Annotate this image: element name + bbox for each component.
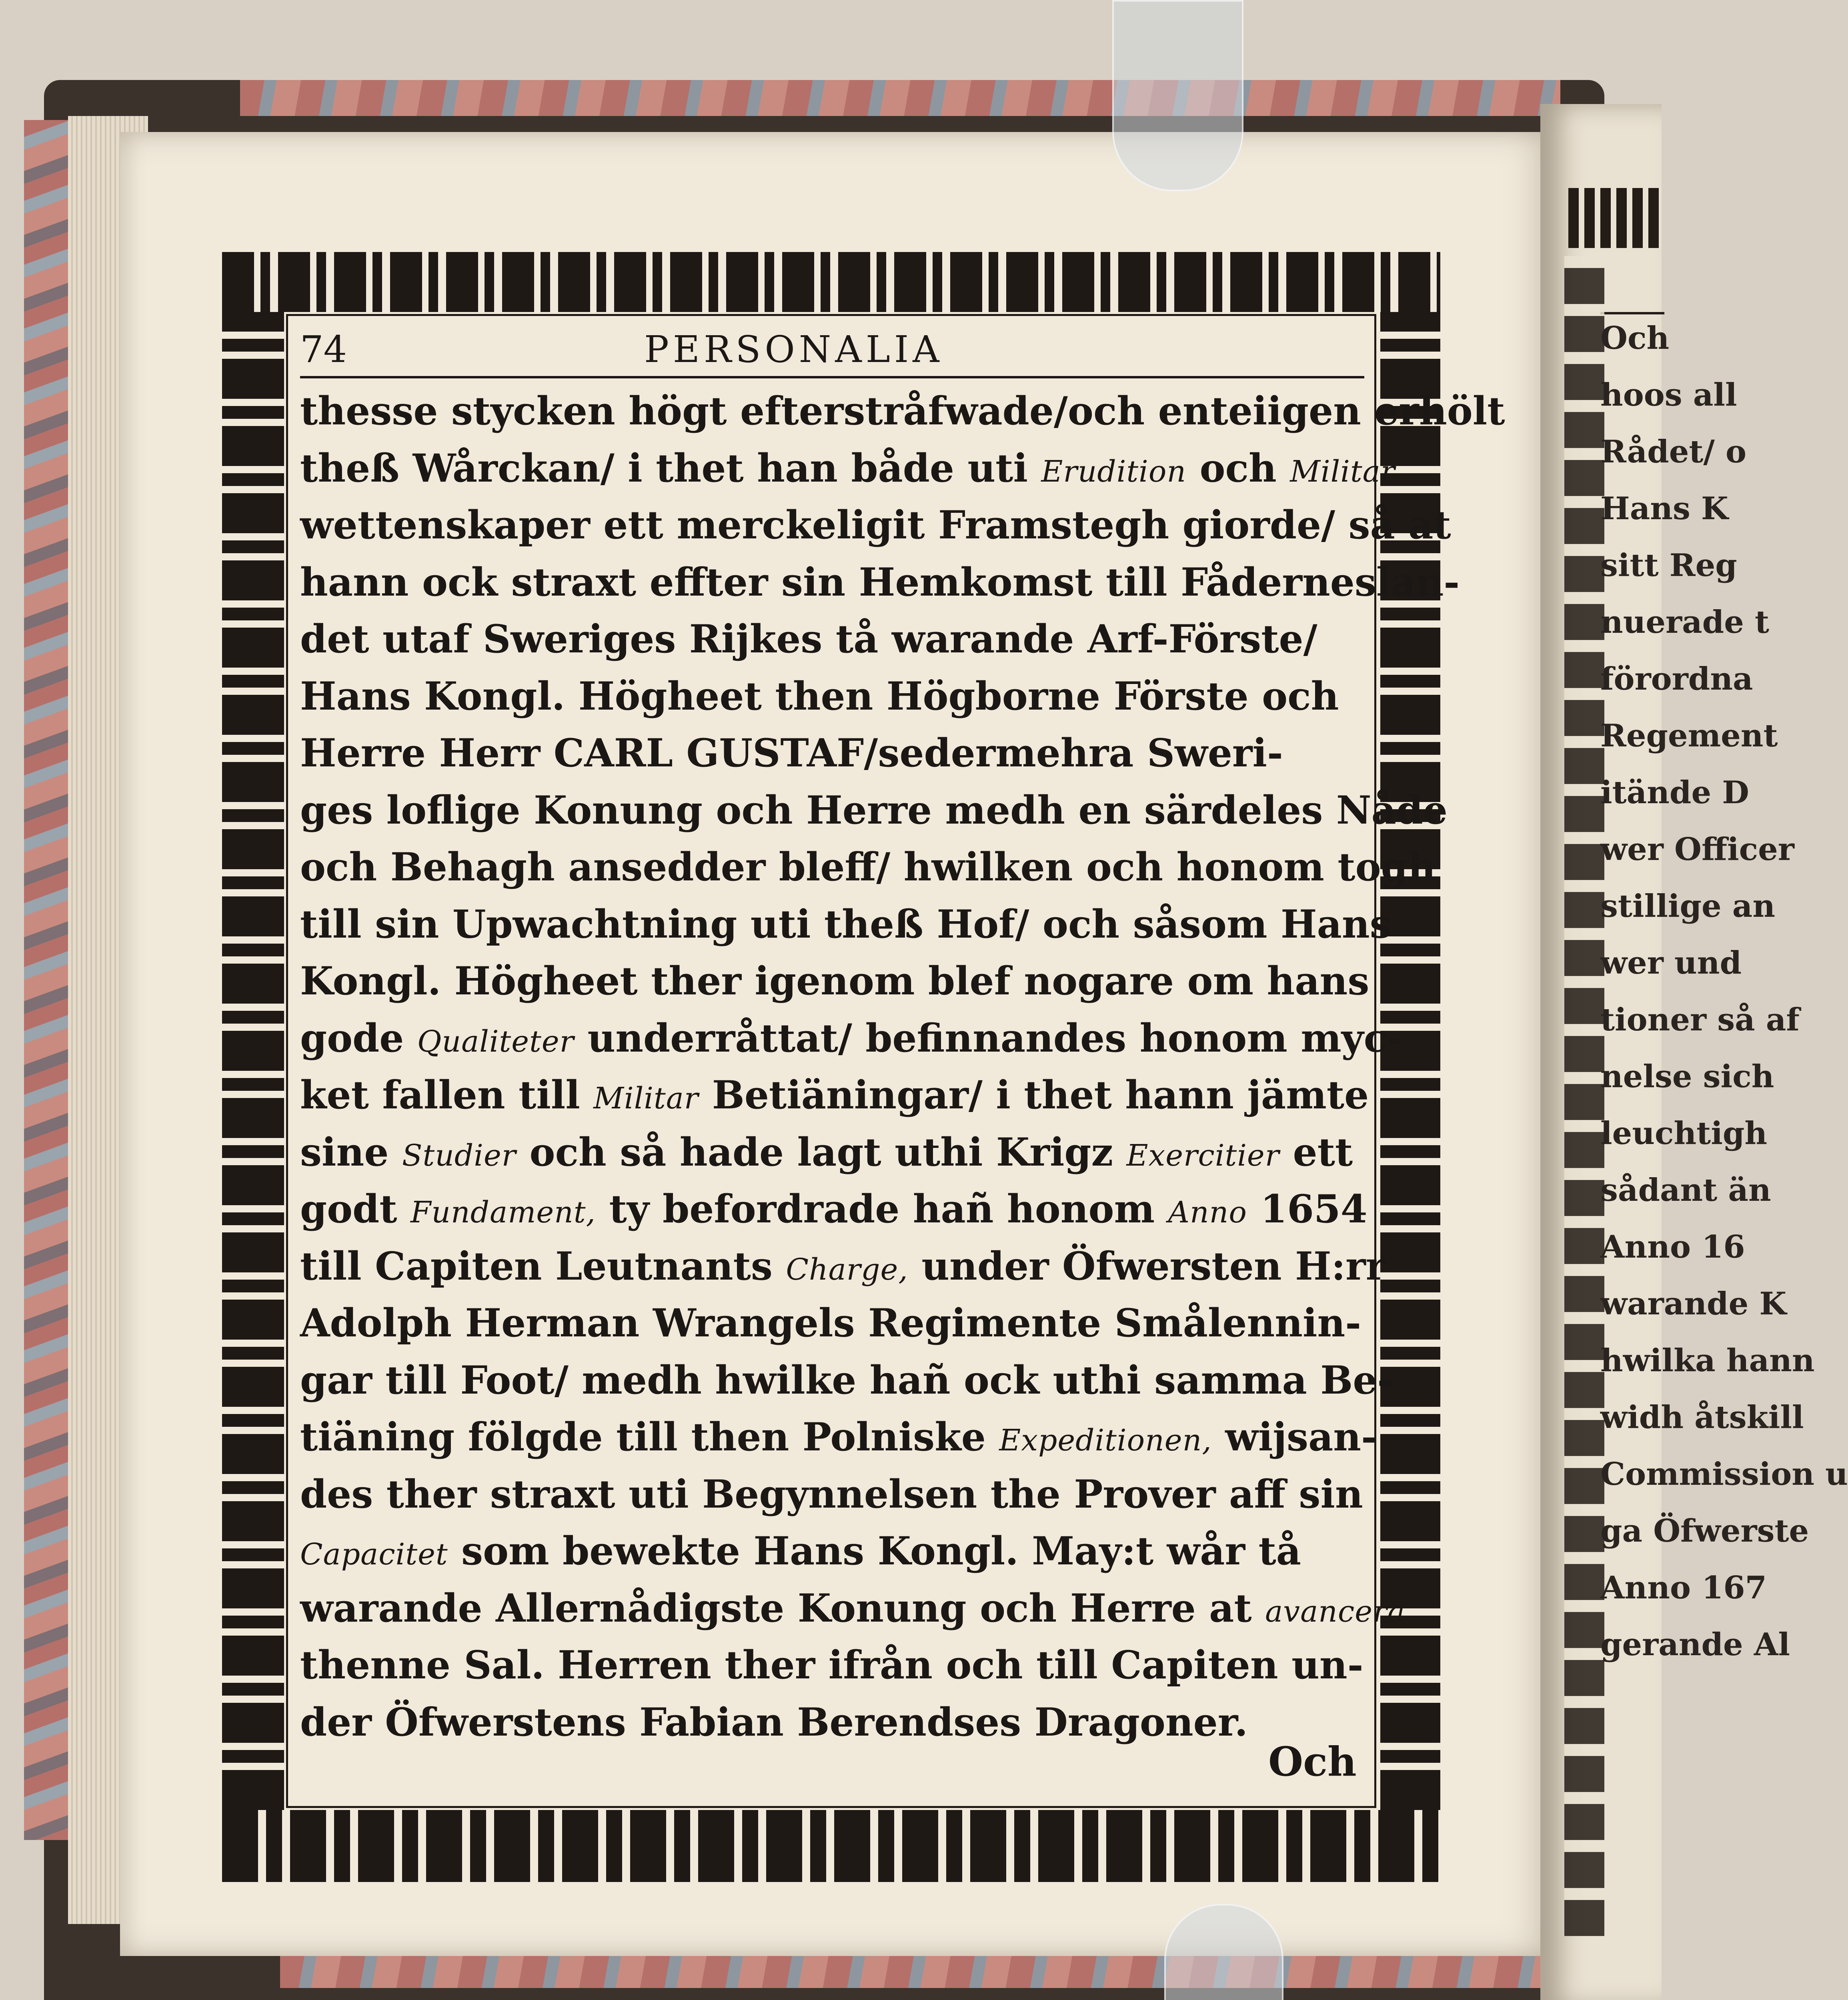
text-run: 1654 bbox=[1247, 1186, 1367, 1232]
text-line bbox=[300, 675, 1339, 718]
text-run: hann ock straxt effter sin Hemkomst till Fåderneslan- bbox=[300, 559, 1460, 605]
latin-term: Erudition bbox=[1041, 454, 1187, 489]
text-line bbox=[300, 1701, 1248, 1744]
text-run: Kongl. Högheet ther igenom blef nogare om hans bbox=[300, 958, 1369, 1004]
text-run: wijsan- bbox=[1211, 1414, 1377, 1460]
latin-term: Expeditionen, bbox=[999, 1423, 1212, 1458]
latin-term: Studier bbox=[402, 1138, 517, 1173]
text-line bbox=[300, 1131, 1353, 1177]
latin-term: Militar bbox=[593, 1081, 699, 1116]
next-page bbox=[1540, 104, 1848, 2000]
next-page-line: leuchtigh bbox=[1600, 1115, 1768, 1152]
text-run: gode bbox=[300, 1015, 417, 1061]
next-page-line: wer und bbox=[1600, 945, 1742, 981]
running-head: PERSONALIA bbox=[644, 328, 943, 371]
next-page-rule bbox=[1600, 312, 1664, 314]
text-run: theß Wårckan/ i thet han både uti bbox=[300, 445, 1041, 491]
next-page-line: stillige an bbox=[1600, 888, 1776, 924]
text-run: der Öfwerstens Fabian Berendses Dragoner. bbox=[300, 1699, 1248, 1745]
next-page-line: Och bbox=[1600, 320, 1670, 356]
text-run: under Öfwersten H:rr bbox=[908, 1243, 1386, 1289]
text-run: och bbox=[1186, 445, 1290, 491]
latin-term: Anno bbox=[1168, 1195, 1247, 1230]
text-line bbox=[300, 1302, 1361, 1344]
text-run: warande Allernådigste Konung och Herre at bbox=[300, 1585, 1265, 1631]
text-run: till Capiten Leutnants bbox=[300, 1243, 786, 1289]
text-line bbox=[300, 1074, 1369, 1120]
text-run: ett bbox=[1279, 1129, 1353, 1175]
marbled-top-strip bbox=[240, 80, 1560, 116]
next-page-line: Anno 16 bbox=[1600, 1229, 1745, 1265]
ornament-border-top bbox=[222, 252, 1440, 312]
marbled-bottom-strip bbox=[280, 1956, 1560, 1988]
text-run: thesse stycken högt efterstråfwade/och enteiigen erhölt bbox=[300, 388, 1505, 434]
latin-term: Capacitet bbox=[300, 1537, 448, 1572]
next-page-line: Commission u bbox=[1600, 1456, 1848, 1492]
next-page-line: sitt Reg bbox=[1600, 547, 1737, 584]
text-line bbox=[300, 903, 1392, 946]
next-page-line: nelse sich bbox=[1600, 1058, 1774, 1095]
text-run: Adolph Herman Wrangels Regimente Smålennin- bbox=[300, 1300, 1361, 1346]
latin-term: Fundament, bbox=[410, 1195, 596, 1230]
next-page-line: tioner så af bbox=[1600, 1002, 1800, 1038]
latin-term: Qualiteter bbox=[417, 1024, 574, 1059]
ornament-border-bottom bbox=[222, 1810, 1440, 1882]
text-run: thenne Sal. Herren ther ifrån och till Capiten un- bbox=[300, 1642, 1363, 1688]
text-run: som bewekte Hans Kongl. May:t wår tå bbox=[448, 1528, 1301, 1574]
text-run: des ther straxt uti Begynnelsen the Prover aff sin bbox=[300, 1471, 1363, 1517]
ornament-border-left bbox=[222, 312, 284, 1810]
text-run: wettenskaper ett merckeligit Framstegh giorde/ så at bbox=[300, 502, 1451, 548]
latin-term: avancera bbox=[1265, 1594, 1406, 1629]
body-text bbox=[300, 388, 1505, 1758]
text-line bbox=[300, 561, 1460, 604]
next-page-border-left bbox=[1564, 256, 1604, 1936]
page-number: 74 bbox=[300, 328, 347, 371]
latin-term: Charge, bbox=[786, 1252, 908, 1287]
text-run: gar till Foot/ medh hwilke hañ ock uthi samma Be- bbox=[300, 1357, 1394, 1403]
marbled-endpaper bbox=[24, 120, 72, 1840]
next-page-line: itände D bbox=[1600, 774, 1749, 811]
text-line bbox=[300, 1473, 1363, 1516]
text-line bbox=[300, 1416, 1377, 1462]
next-page-line: nuerade t bbox=[1600, 604, 1770, 640]
catchword: Och bbox=[1268, 1738, 1357, 1785]
text-run: och Behagh ansedder bleff/ hwilken och honom togh bbox=[300, 844, 1436, 890]
latin-term: Militar bbox=[1290, 454, 1396, 489]
next-page-line: hwilka hann bbox=[1600, 1342, 1815, 1379]
next-page-line: sådant än bbox=[1600, 1172, 1771, 1208]
next-page-line: ga Öfwerste bbox=[1600, 1513, 1809, 1549]
next-page-line: Hans K bbox=[1600, 490, 1728, 527]
page-clip-top bbox=[1112, 0, 1243, 191]
next-page-line: wer Officer bbox=[1600, 831, 1794, 868]
text-run: tiäning fölgde till then Polniske bbox=[300, 1414, 999, 1460]
text-run: till sin Upwachtning uti theß Hof/ och såsom Hans bbox=[300, 901, 1392, 947]
text-run: det utaf Sweriges Rijkes tå warande Arf-Förste/ bbox=[300, 616, 1317, 662]
text-line bbox=[300, 504, 1451, 546]
text-run: Betiäningar/ i thet hann jämte bbox=[699, 1072, 1369, 1118]
text-line bbox=[300, 960, 1369, 1002]
next-page-line: widh åtskill bbox=[1600, 1399, 1804, 1436]
text-run: Herre Herr CARL GUSTAF/sedermehra Sweri- bbox=[300, 730, 1283, 776]
text-run: och så hade lagt uthi Krigz bbox=[516, 1129, 1127, 1175]
text-line bbox=[300, 1017, 1403, 1063]
text-run: underråttat/ befinnandes honom myc- bbox=[574, 1015, 1403, 1061]
text-run: ket fallen till bbox=[300, 1072, 594, 1118]
text-line bbox=[300, 1188, 1367, 1234]
text-line bbox=[300, 447, 1395, 493]
latin-term: Exercitier bbox=[1126, 1138, 1280, 1173]
next-page-border bbox=[1568, 188, 1662, 248]
text-line bbox=[300, 1587, 1406, 1633]
running-head-rule bbox=[300, 376, 1364, 378]
text-line bbox=[300, 789, 1448, 832]
text-line bbox=[300, 390, 1505, 432]
next-page-line: warande K bbox=[1600, 1286, 1787, 1322]
text-line bbox=[300, 732, 1283, 774]
text-line bbox=[300, 1359, 1393, 1402]
text-line bbox=[300, 618, 1317, 660]
text-line bbox=[300, 1245, 1386, 1291]
next-page-line: Regement bbox=[1600, 718, 1778, 754]
text-line bbox=[300, 846, 1436, 888]
next-page-line: Anno 167 bbox=[1600, 1570, 1767, 1606]
text-run: godt bbox=[300, 1186, 411, 1232]
text-run: ges loflige Konung och Herre medh en särdeles Nåde bbox=[300, 787, 1448, 833]
text-run: sine bbox=[300, 1129, 402, 1175]
next-page-line: hoos all bbox=[1600, 377, 1737, 413]
next-page-line: Rådet/ o bbox=[1600, 434, 1747, 470]
text-line bbox=[300, 1530, 1301, 1576]
next-page-line: förordna bbox=[1600, 661, 1753, 697]
next-page-text bbox=[1600, 320, 1848, 1840]
text-run: ty befordrade hañ honom bbox=[596, 1186, 1168, 1232]
next-page-line: gerande Al bbox=[1600, 1626, 1790, 1663]
text-run: Hans Kongl. Högheet then Högborne Förste och bbox=[300, 673, 1339, 719]
text-line bbox=[300, 1644, 1363, 1686]
